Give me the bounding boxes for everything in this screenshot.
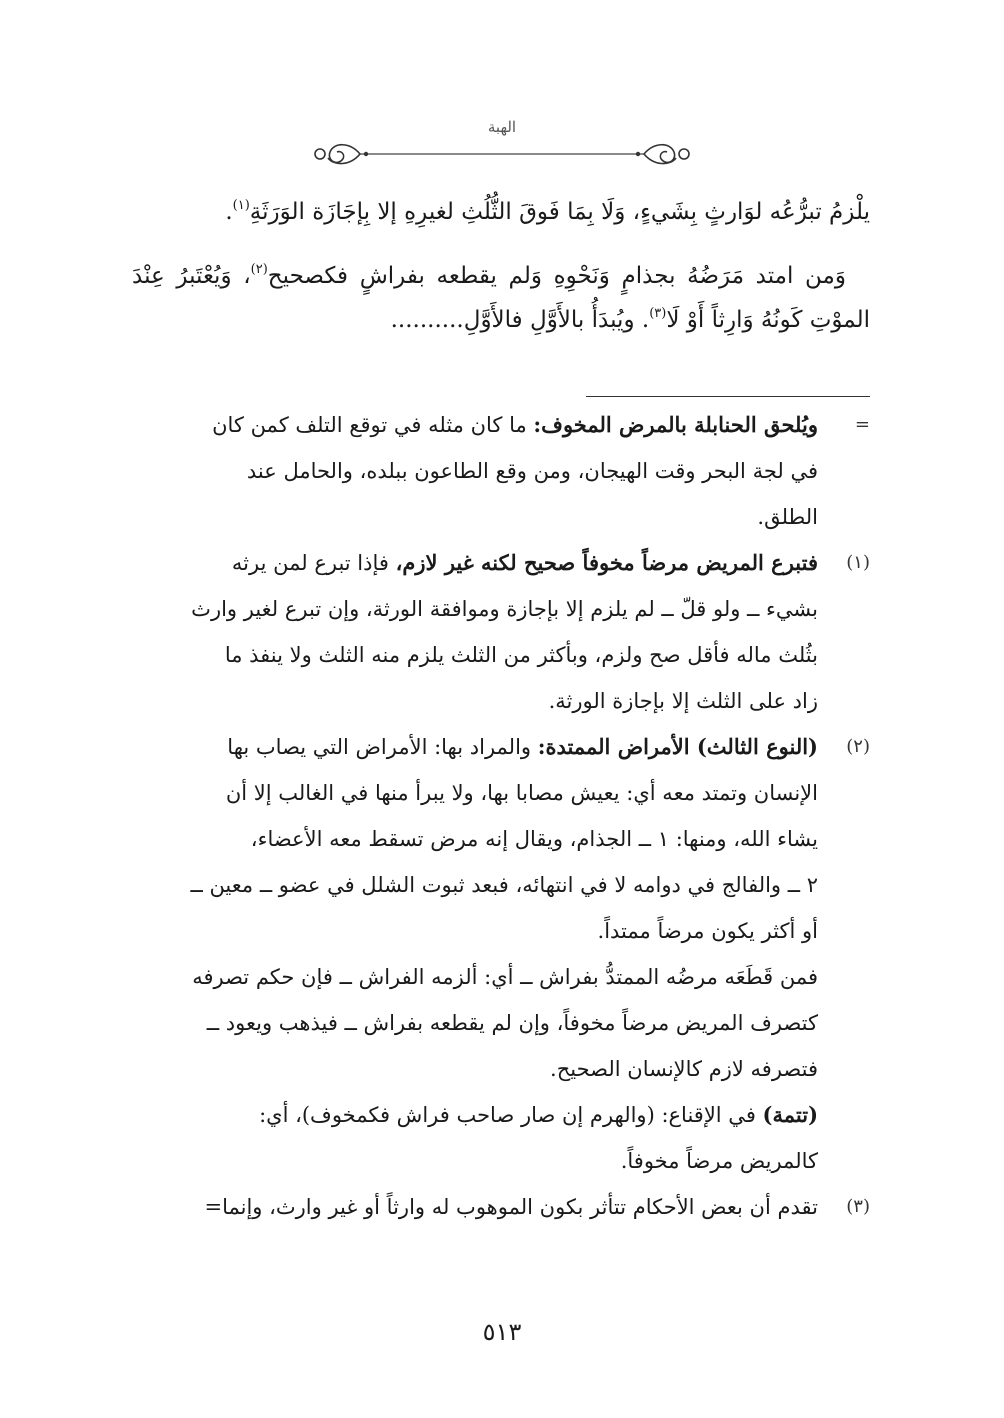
- footnote-3: [132, 1184, 870, 1230]
- footnote-marker: (٢): [846, 736, 870, 757]
- footnote-line: أو أكثر يكون مرضاً ممتداً.: [597, 919, 818, 943]
- footnote-line: الطلق.: [757, 505, 818, 529]
- footnote-separator: [586, 396, 870, 397]
- footnote-text: فإذا تبرع لمن يرثه: [231, 551, 389, 575]
- main-text-run: ، وَيُعْتَبرُ عِنْدَ الموْتِ كَونُهُ وَارِثاً أَوْ لَا: [132, 263, 870, 333]
- main-text-run: . ويُبدَأُ بالأَوَّلِ فالأَوَّلِ..........: [390, 307, 650, 333]
- footnote-line: كتصرف المريض مرضاً مخوفاً، وإن لم يقطعه بفراش ــ فيذهب ويعود ــ: [206, 1011, 818, 1035]
- footnote-line: ٢ ــ والفالج في دوامه لا في انتهائه، فبعد ثبوت الشلل في عضو ــ معين ــ: [190, 873, 818, 897]
- footnote-line: في لجة البحر وقت الهيجان، ومن وقع الطاعون ببلده، والحامل عند: [246, 459, 818, 483]
- footnote-line: بثُلث ماله فأقل صح ولزم، وبأكثر من الثلث يلزم منه الثلث ولا ينفذ ما: [224, 643, 818, 667]
- header-ornament-icon: [310, 136, 694, 172]
- footnote-line: [132, 402, 818, 448]
- main-paragraph-1: [132, 190, 870, 234]
- footnote-marker: (٣): [846, 1196, 870, 1217]
- main-text-run: وَمن امتد مَرَضُهُ بجذامٍ وَنَحْوِهِ وَلم يقطعه بفراشٍ فكصحيح: [267, 263, 846, 289]
- footnote-line: تقدم أن بعض الأحكام تتأثر بكون الموهوب له وارثاً أو غير وارث، وإنما=: [204, 1195, 818, 1219]
- footnote-1: [132, 540, 870, 724]
- page-number: ٥١٣: [482, 1318, 522, 1346]
- footnote-marker: (١): [846, 552, 870, 573]
- footnote-marker: =: [854, 414, 870, 435]
- footnote-line: فتصرفه لازم كالإنسان الصحيح.: [550, 1057, 818, 1081]
- footnote-text: والمراد بها: الأمراض التي يصاب بها: [227, 735, 532, 759]
- footnote-line: [132, 724, 818, 770]
- footnote-line: الإنسان وتمتد معه أي: يعيش مصابا بها، ولا يبرأ منها في الغالب إلا أن: [225, 781, 818, 805]
- main-paragraph-2: [132, 254, 870, 342]
- footnote-line: [132, 1092, 818, 1138]
- footnote-lead: فتبرع المريض مرضاً مخوفاً صحيح لكنه غير لازم،: [395, 550, 818, 575]
- main-text: [132, 190, 870, 342]
- running-header-title: الهبة: [487, 118, 517, 136]
- footnote-line: [132, 540, 818, 586]
- main-text-run: يلْزمُ تبرُّعُه لوَارثٍ بِشَيءٍ، وَلَا بِمَا فَوقَ الثُّلُثِ لغيرِهِ إلا بِإجَازَة الوَرَثَةِ: [249, 199, 870, 225]
- main-text-run: .: [225, 199, 233, 225]
- footnote-continued: [132, 402, 870, 540]
- footnote-text: ما كان مثله في توقع التلف كمن كان: [212, 413, 527, 437]
- footnote-ref: (٣): [649, 306, 667, 321]
- footnote-lead: (تتمة): [762, 1102, 818, 1127]
- footnote-line: كالمريض مرضاً مخوفاً.: [620, 1149, 818, 1173]
- footnote-line: زاد على الثلث إلا بإجازة الورثة.: [548, 689, 818, 713]
- footnote-line: يشاء الله، ومنها: ١ ــ الجذام، ويقال إنه مرض تسقط معه الأعضاء،: [250, 827, 818, 851]
- footnote-ref: (٢): [250, 262, 268, 277]
- footnote-text: في الإقناع: (والهرم إن صار صاحب فراش فكمخوف)، أي:: [259, 1103, 756, 1127]
- footnote-line: فمن قَطَعَه مرضُه الممتدُّ بفراش ــ أي: ألزمه الفراش ــ فإن حكم تصرفه: [192, 965, 818, 989]
- footnote-line: بشيء ــ ولو قلّ ــ لم يلزم إلا بإجازة وموافقة الورثة، وإن تبرع لغير وارث: [191, 597, 818, 621]
- footnote-ref: (١): [232, 198, 250, 213]
- footnote-2: [132, 724, 870, 1184]
- footnote-lead: ويُلحق الحنابلة بالمرض المخوف:: [533, 412, 818, 437]
- footnotes: [132, 402, 870, 1230]
- footnote-lead: (النوع الثالث) الأمراض الممتدة:: [537, 734, 818, 759]
